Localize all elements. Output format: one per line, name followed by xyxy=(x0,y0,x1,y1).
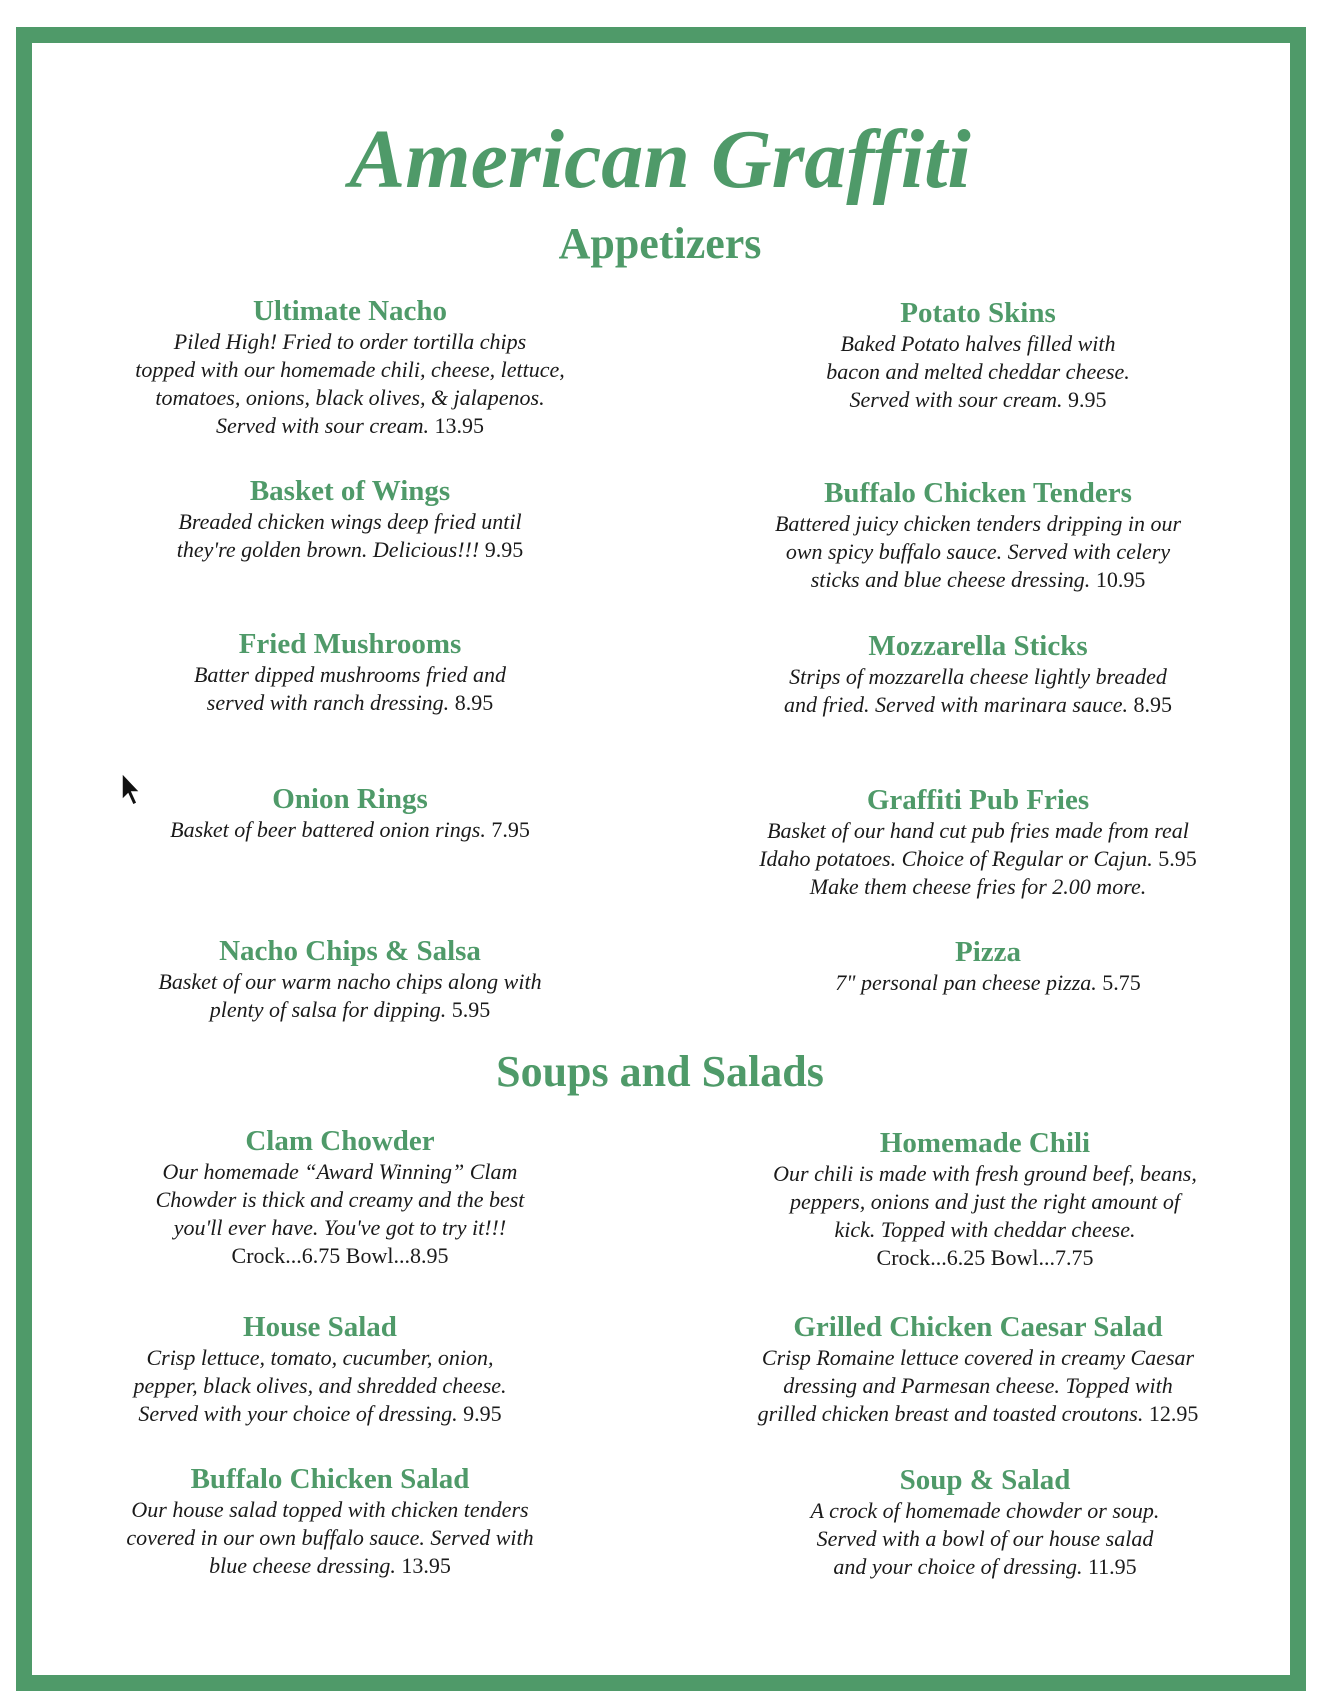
menu-item-soup-and-salad xyxy=(725,1463,1245,1581)
item-price: 13.95 xyxy=(401,1553,451,1578)
item-name: Potato Skins xyxy=(900,297,1056,329)
mouse-pointer-icon xyxy=(120,772,146,808)
section-heading-appetizers: Appetizers xyxy=(558,219,762,268)
item-description: Batter dipped mushrooms fried and served with ranch dressing. xyxy=(193,662,507,715)
item-description: A crock of homemade chowder or soup. Served with a bowl of our house salad and your choice of dressing. xyxy=(810,1498,1160,1579)
item-description: Our homemade “Award Winning” Clam Chowder is thick and creamy and the best you'll ever have. You've got to try it!!! xyxy=(155,1159,525,1240)
item-description: Crisp lettuce, tomato, cucumber, onion, pepper, black olives, and shredded cheese. Served with your choice of dressing. xyxy=(133,1345,507,1426)
item-price: Crock...6.75 Bowl...8.95 xyxy=(231,1243,449,1268)
item-price: 9.95 xyxy=(463,1401,502,1426)
menu-item-graffiti-pub-fries xyxy=(718,783,1238,901)
menu-item-buffalo-chicken-tenders xyxy=(718,476,1238,594)
item-price: Crock...6.25 Bowl...7.75 xyxy=(876,1245,1094,1270)
item-name: Fried Mushrooms xyxy=(238,628,462,660)
item-description: Basket of our hand cut pub fries made from real Idaho potatoes. Choice of Regular or Cajun. xyxy=(759,818,1189,871)
item-price: 9.95 xyxy=(1068,387,1107,412)
item-price: 5.75 xyxy=(1102,970,1141,995)
item-price: 13.95 xyxy=(434,413,485,438)
item-description: Strips of mozzarella cheese lightly breaded and fried. Served with marinara sauce. xyxy=(783,664,1167,717)
item-description: Our house salad topped with chicken tenders covered in our own buffalo sauce. Served with blue cheese dressing. xyxy=(126,1497,534,1578)
item-description: Our chili is made with fresh ground beef, beans, peppers, onions and just the right amount of kick. Topped with cheddar cheese. xyxy=(773,1161,1197,1242)
menu-item-house-salad xyxy=(60,1310,580,1428)
menu-item-nacho-chips-salsa xyxy=(90,934,610,1024)
section-heading-soups-salads: Soups and Salads xyxy=(496,1047,824,1096)
item-name: House Salad xyxy=(243,1311,397,1343)
item-name: Soup & Salad xyxy=(899,1464,1071,1496)
menu-item-fried-mushrooms xyxy=(90,627,610,717)
restaurant-title: American Graffiti xyxy=(349,113,971,206)
menu-item-homemade-chili xyxy=(725,1126,1245,1272)
menu-item-mozzarella-sticks xyxy=(718,629,1238,719)
item-name: Graffiti Pub Fries xyxy=(866,784,1090,816)
item-price: 9.95 xyxy=(484,537,524,562)
item-description: Crisp Romaine lettuce covered in creamy Caesar dressing and Parmesan cheese. Topped with grilled chicken breast and toasted croutons. xyxy=(757,1345,1195,1426)
item-description: Basket of beer battered onion rings. xyxy=(170,817,486,842)
item-price: 12.95 xyxy=(1148,1401,1199,1426)
item-name: Mozzarella Sticks xyxy=(868,630,1088,662)
item-price: 5.95 xyxy=(451,997,491,1022)
item-description: 7" personal pan cheese pizza. xyxy=(835,970,1097,995)
item-description: Piled High! Fried to order tortilla chips topped with our homemade chili, cheese, lettuce, tomatoes, onions, black olives, & jalapenos. Served with sour cream. xyxy=(135,329,565,438)
item-name: Basket of Wings xyxy=(249,475,451,507)
menu-item-grilled-chicken-caesar-salad xyxy=(718,1310,1238,1428)
item-price: 7.95 xyxy=(491,817,530,842)
item-description: Baked Potato halves filled with bacon and melted cheddar cheese. Served with sour cream. xyxy=(826,331,1130,412)
menu-item-clam-chowder xyxy=(80,1124,600,1270)
menu-item-potato-skins xyxy=(718,296,1238,414)
item-price: 10.95 xyxy=(1095,567,1146,592)
item-name: Buffalo Chicken Salad xyxy=(190,1463,470,1495)
item-description: Battered juicy chicken tenders dripping in our own spicy buffalo sauce. Served with celery sticks and blue cheese dressing. xyxy=(774,511,1182,592)
item-name: Ultimate Nacho xyxy=(252,295,448,327)
item-description: Basket of our warm nacho chips along with plenty of salsa for dipping. xyxy=(158,969,542,1022)
item-name: Buffalo Chicken Tenders xyxy=(824,477,1132,509)
menu-item-pizza xyxy=(728,935,1248,997)
item-name: Homemade Chili xyxy=(879,1127,1091,1159)
item-extra-note: Make them cheese fries for 2.00 more. xyxy=(809,874,1147,899)
menu-item-onion-rings xyxy=(90,782,610,844)
item-name: Onion Rings xyxy=(272,783,428,815)
item-price: 11.95 xyxy=(1087,1554,1137,1579)
item-name: Clam Chowder xyxy=(245,1125,435,1157)
menu-item-basket-of-wings xyxy=(90,474,610,564)
item-price: 5.95 xyxy=(1158,846,1197,871)
item-price: 8.95 xyxy=(454,690,494,715)
item-description: Breaded chicken wings deep fried until they're golden brown. Delicious!!! xyxy=(176,509,522,562)
menu-item-buffalo-chicken-salad xyxy=(70,1462,590,1580)
menu-item-ultimate-nacho xyxy=(90,294,610,440)
item-name: Grilled Chicken Caesar Salad xyxy=(793,1311,1163,1343)
item-price: 8.95 xyxy=(1133,692,1173,717)
item-name: Nacho Chips & Salsa xyxy=(219,935,481,967)
item-name: Pizza xyxy=(954,936,1021,968)
